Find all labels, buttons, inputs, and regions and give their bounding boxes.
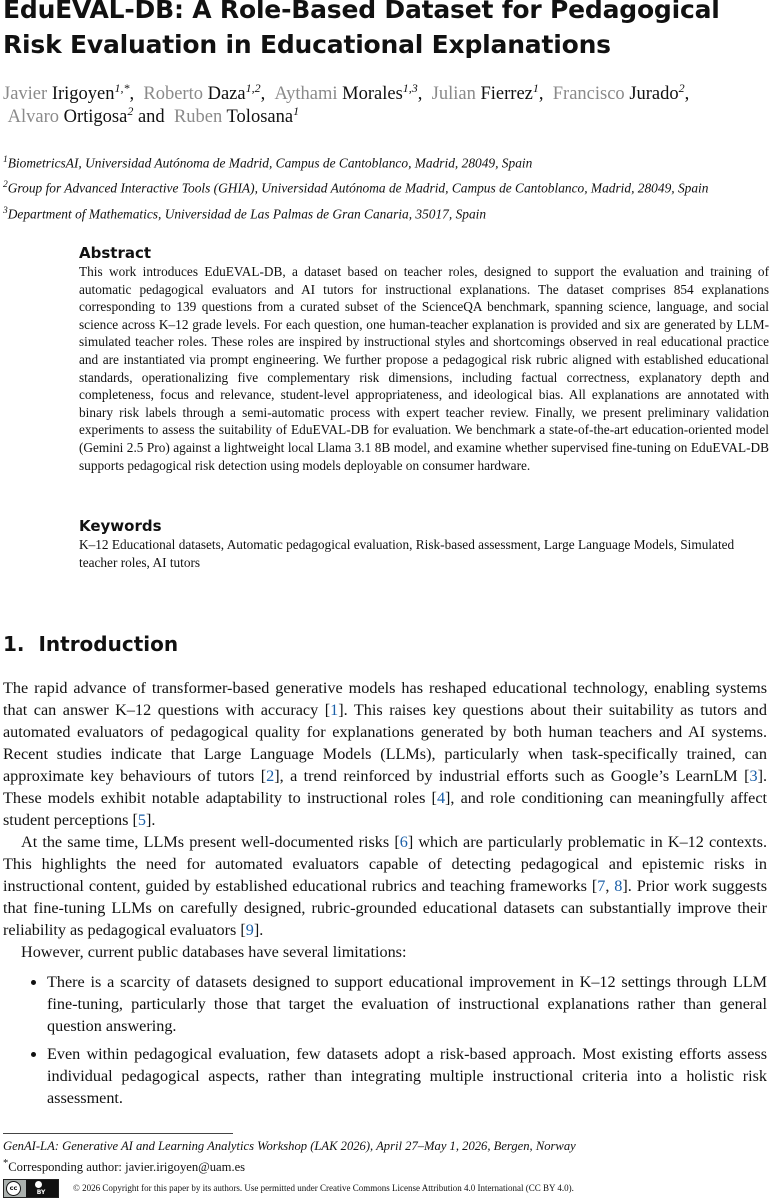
affiliation-number: 2: [3, 180, 8, 191]
citation-link[interactable]: 7: [597, 877, 606, 895]
affiliation: [3, 149, 767, 174]
limitations-list: [3, 971, 767, 1109]
citation-link[interactable]: 6: [399, 833, 408, 851]
affiliation-number: 1: [3, 155, 8, 165]
abstract-text: This work introduces EduEVAL-DB, a dataset based on teacher roles, designed to support the evaluation and training of automatic pedagogical evaluators and AI tutors for instructional explanations. The dataset comprises 854 explanations corresponding to 139 questions from a curated subset of the ScienceQA benchmark, spanning science, language, and social science across K–12 grade levels. For each question, one human-teacher explanation is provided and six are generated by LLM-simulated teacher roles. These roles are inspired by instructional styles and shortcomings observed in real educational practice and are instantiated via prompt engineering. We further propose a pedagogical risk rubric aligned with established educational standards, operationalizing five complementary risk dimensions, including factual correctness, explanatory depth and completeness, focus and relevance, student-level appropriateness, and ideological bias. All explanations are annotated with binary risk labels through a semi-automatic process with expert teacher review. Finally, we present preliminary validation experiments to assess the suitability of EduEVAL-DB for evaluation. We benchmark a state-of-the-art education-oriented model (Gemini 2.5 Pro) against a lightweight local Llama 3.1 8B model, and examine whether supervised fine-tuning on EduEVAL-DB supports pedagogical risk detection using models deployable on consumer hardware.: [79, 264, 769, 473]
affiliation-text: Department of Mathematics, Universidad de Las Palmas de Gran Canaria, 35017, Spain: [7, 206, 487, 222]
section-title: Introduction: [38, 632, 179, 656]
author-name: [143, 80, 266, 104]
citation-link[interactable]: 3: [749, 767, 758, 785]
author-name: [7, 103, 165, 127]
by-label: BY: [36, 1189, 46, 1196]
author-name: [173, 103, 300, 127]
author-given-name: Javier: [3, 84, 48, 104]
author-separator: ,: [260, 84, 266, 104]
keywords-heading: Keywords: [79, 517, 162, 535]
author-affiliation-mark: 1,*: [114, 80, 130, 95]
affiliation-list: [3, 149, 767, 225]
author-separator: ,: [417, 84, 423, 104]
author-given-name: Aythami: [274, 84, 338, 104]
author-surname: Tolosana: [222, 107, 294, 127]
cc-by-license-icon: [3, 1179, 59, 1198]
author-surname: Ortigosa: [59, 107, 128, 127]
affiliation-text: BiometricsAI, Universidad Autónoma de Madrid, Campus de Cantoblanco, Madrid, 28049, Spain: [7, 155, 533, 171]
person-icon: [35, 1181, 42, 1188]
author-given-name: Alvaro: [7, 107, 59, 127]
author-name: [431, 80, 544, 104]
intro-paragraph-1: The rapid advance of transformer-based generative models has reshaped educational technology, enabling systems that can answer K–12 questions with accuracy [1]. This raises key questions about their suitability as tutors and automated evaluators of pedagogical quality for explanations generated by both human teachers and AI systems. Recent studies indicate that Large Language Models (LLMs), particularly when task-specifically trained, can approximate key behaviours of tutors [2], a trend reinforced by industrial efforts such as Google’s LearnLM [3]. These models exhibit notable adaptability to instructional roles [4], and role conditioning can meaningfully affect student perceptions [5].: [3, 679, 767, 829]
author-separator: ,: [684, 84, 690, 104]
affiliation: [3, 174, 767, 199]
author-name: [552, 80, 690, 104]
citation-link[interactable]: 5: [137, 811, 146, 829]
paper-title: EduEVAL-DB: A Role-Based Dataset for Pedagogical Risk Evaluation in Educational Explanations: [3, 0, 720, 59]
author-list: [3, 80, 767, 129]
author-affiliation-mark: 1: [293, 103, 300, 118]
keywords-section: [79, 516, 769, 572]
author-affiliation-mark: 1: [532, 80, 539, 95]
section-heading-introduction: [3, 630, 178, 658]
license-line: [3, 1178, 767, 1200]
abstract-section: [79, 243, 769, 474]
citation-link[interactable]: 4: [436, 789, 446, 807]
intro-paragraph-2: At the same time, LLMs present well-documented risks [6] which are particularly problematic in K–12 contexts. This highlights the need for automated evaluators capable of detecting pedagogical and epistemic risks in instructional content, guided by established educational rubrics and teaching frameworks [7, 8]. Prior work suggests that fine-tuning LLMs on carefully designed, rubric-grounded educational datasets can substantially improve their reliability as pedagogical evaluators [9].: [3, 833, 767, 939]
citation-link[interactable]: 9: [245, 921, 254, 939]
author-separator: ,: [129, 84, 135, 104]
author-given-name: Francisco: [552, 84, 625, 104]
author-surname: Morales: [337, 84, 403, 104]
author-surname: Jurado: [624, 84, 679, 104]
affiliation-text: Group for Advanced Interactive Tools (GHIA), Universidad Autónoma de Madrid, Campus de Cantoblanco, Madrid, 28049, Spain: [7, 180, 709, 196]
section-number: 1.: [3, 632, 25, 656]
footnote-venue: GenAI-LA: Generative AI and Learning Analytics Workshop (LAK 2026), April 27–May 1, 2026, Bergen, Norway: [3, 1139, 576, 1153]
footnote-corresponding-author: *Corresponding author: javier.irigoyen@uam.es: [3, 1158, 246, 1175]
author-surname: Daza: [202, 84, 246, 104]
by-attribution-icon: [26, 1180, 58, 1197]
author-name: [3, 80, 135, 104]
footnotes: [3, 1138, 767, 1176]
abstract-heading: Abstract: [79, 244, 152, 262]
introduction-body: [3, 677, 767, 1115]
author-affiliation-mark: 1,3: [402, 80, 418, 95]
footnote-mark: *: [3, 1158, 9, 1169]
author-separator: and: [133, 107, 165, 127]
author-given-name: Julian: [431, 84, 476, 104]
author-affiliation-mark: 2: [127, 103, 134, 118]
keywords-text: K–12 Educational datasets, Automatic pedagogical evaluation, Risk-based assessment, Large Language Models, Simulated teacher roles, AI tutors: [79, 537, 735, 570]
list-item: • Even within pedagogical evaluation, few datasets adopt a risk-based approach. Most existing efforts assess individual pedagogical aspects, rather than integrating multiple instructional criteria into a holistic risk assessment.: [47, 1043, 767, 1109]
citation-link[interactable]: 1: [330, 701, 339, 719]
affiliation: [3, 200, 767, 225]
author-surname: Fierrez: [475, 84, 533, 104]
footnote-divider: [3, 1133, 233, 1134]
citation-link[interactable]: 8: [614, 877, 623, 895]
affiliation-number: 3: [3, 205, 8, 216]
author-surname: Irigoyen: [47, 84, 115, 104]
author-affiliation-mark: 1,2: [245, 80, 261, 95]
author-affiliation-mark: 2: [678, 80, 685, 95]
author-given-name: Roberto: [143, 84, 203, 104]
intro-paragraph-3: However, current public databases have several limitations:: [21, 943, 407, 961]
author-separator: ,: [538, 84, 544, 104]
author-name: [274, 80, 423, 104]
author-given-name: Ruben: [173, 107, 223, 127]
license-text: © 2026 Copyright for this paper by its authors. Use permitted under Creative Commons License Attribution 4.0 International (CC BY 4.0).: [73, 1183, 574, 1193]
cc-logo-icon: cc: [6, 1181, 21, 1196]
citation-link[interactable]: 2: [266, 767, 275, 785]
list-item: • There is a scarcity of datasets designed to support educational improvement in K–12 settings through LLM fine-tuning, particularly those that target the evaluation of instructional explanations rather than general question answering.: [47, 971, 767, 1037]
